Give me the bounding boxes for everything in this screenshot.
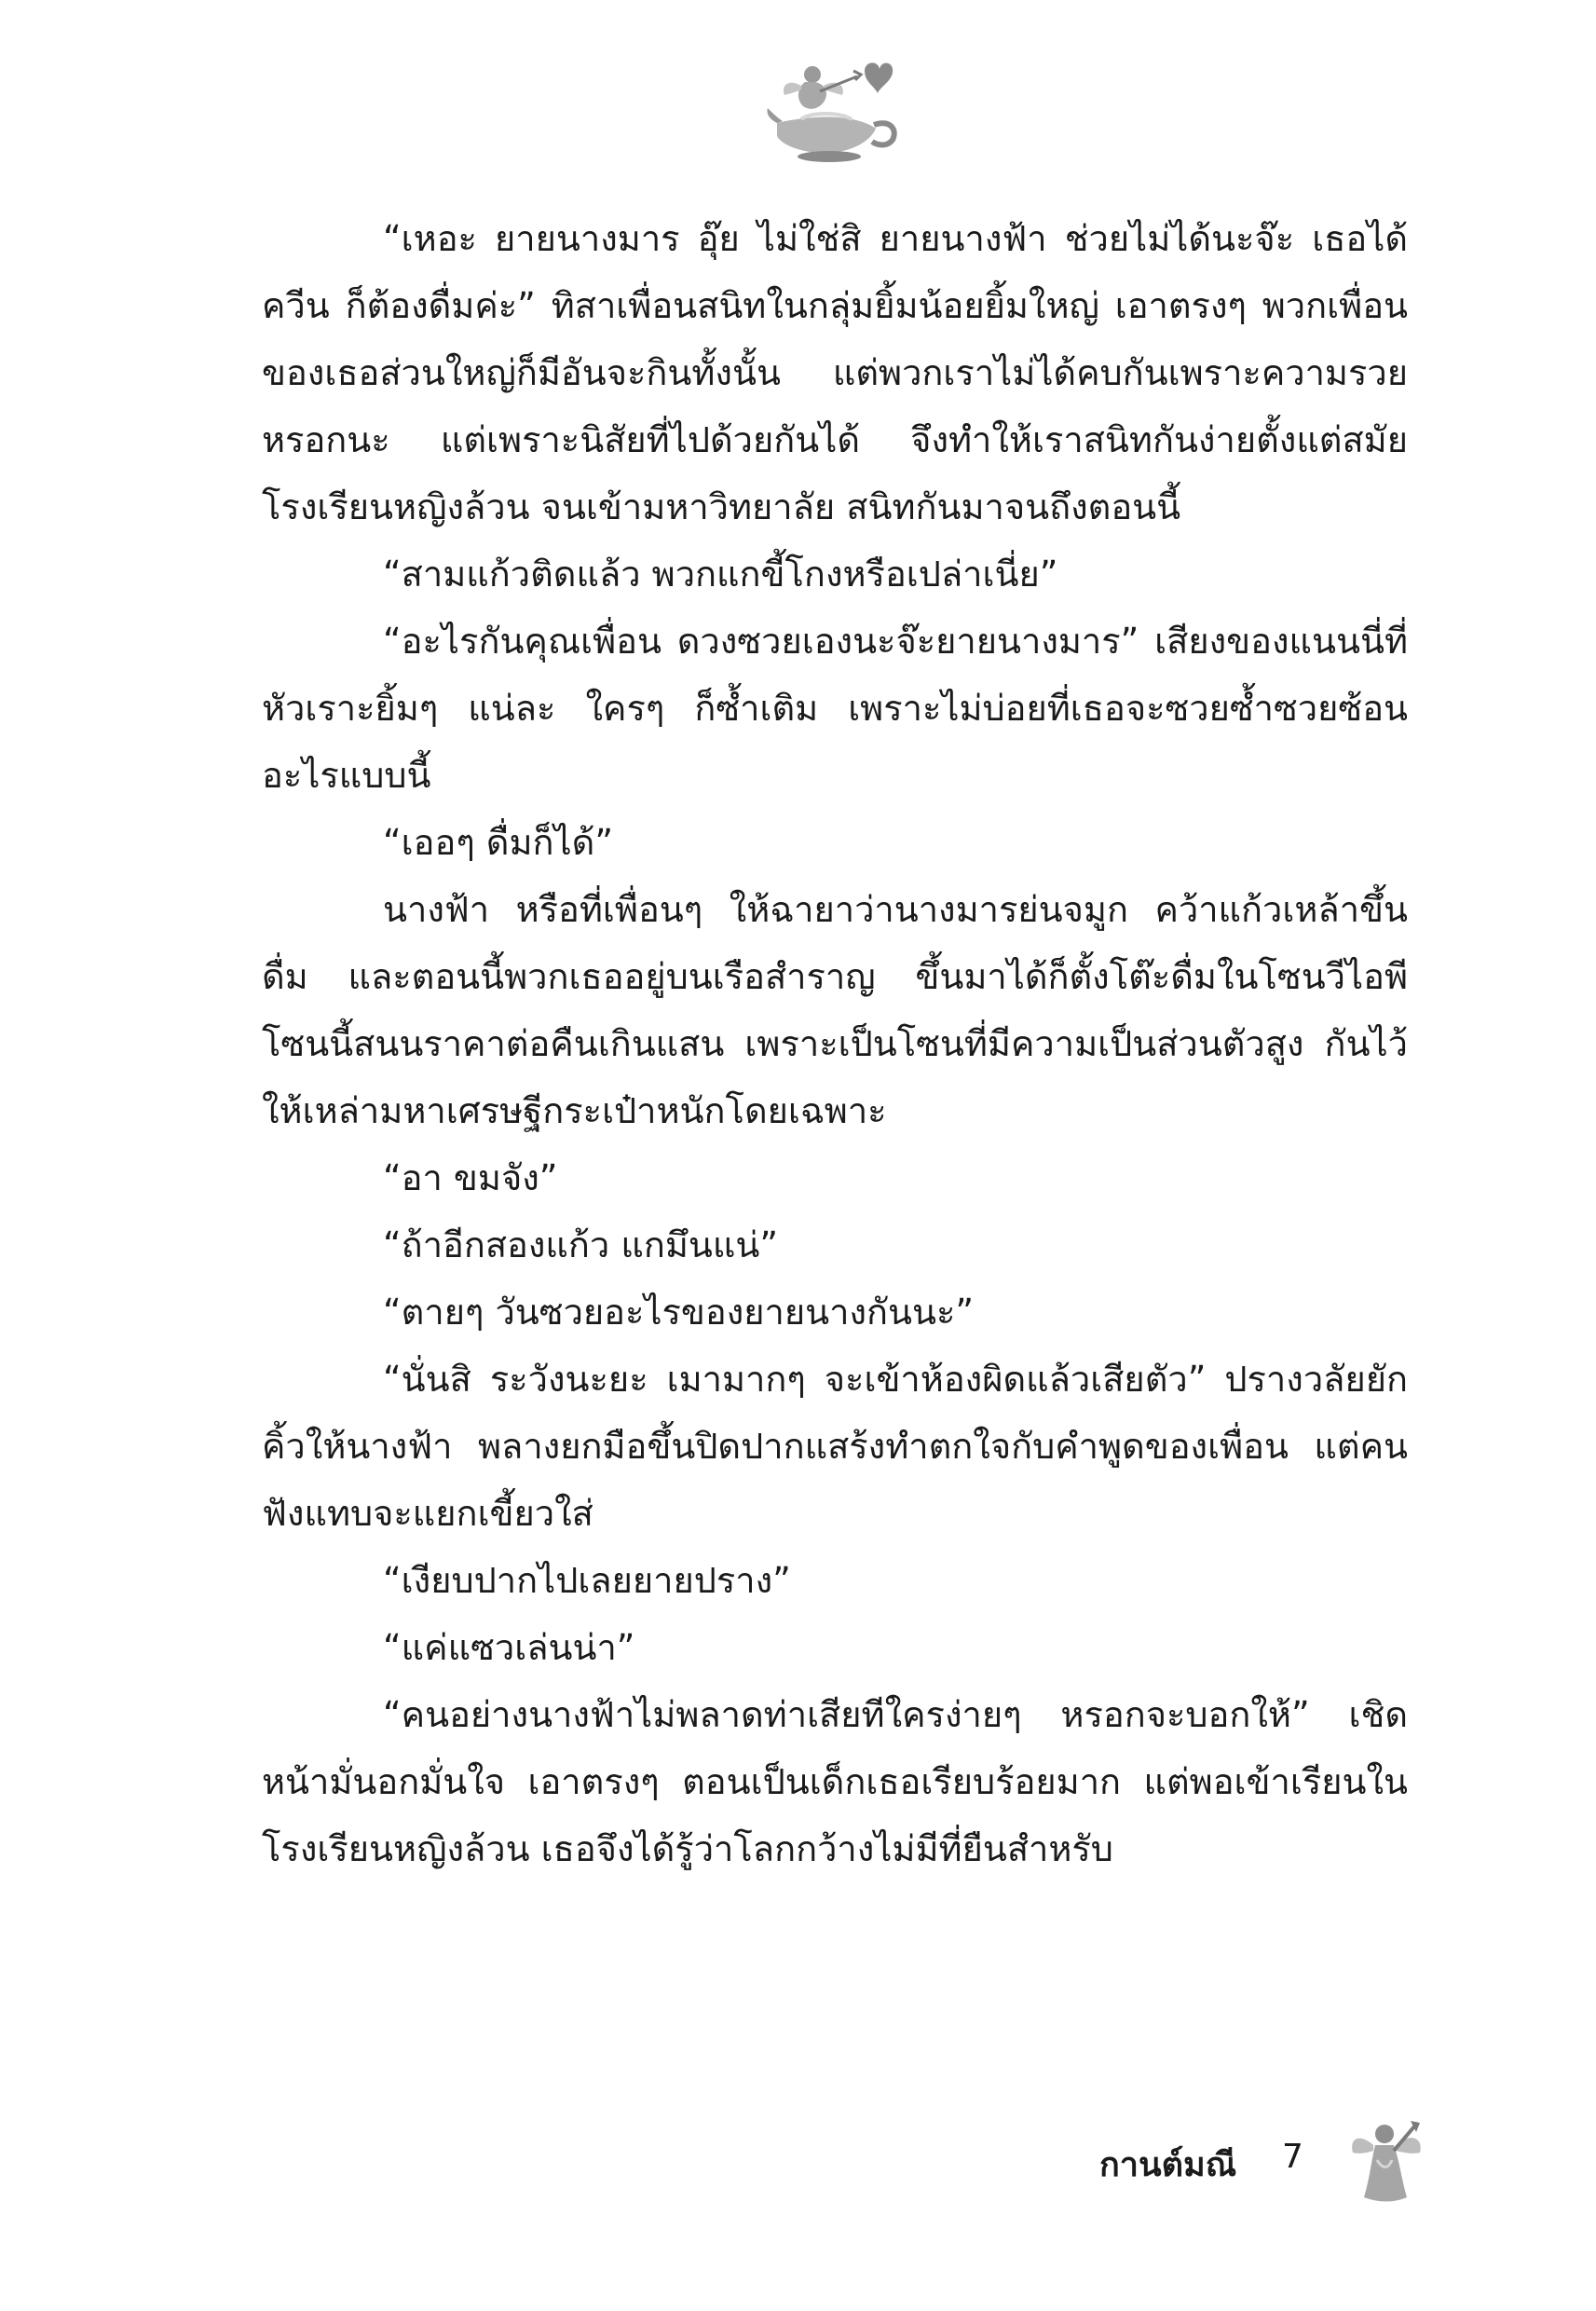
paragraph: นางฟ้า หรือที่เพื่อนๆ ให้ฉายาว่านางมารย่นจมูก คว้าแก้วเหล้าขึ้นดื่ม และตอนนี้พวกเธออยู่บนเรือสำราญ ขึ้นมาได้ก็ตั้งโต๊ะดื่มในโซนวีไอพี โซนนี้สนนราคาต่อคืนเกินแสน เพราะเป็นโซนที่มีความเป็นส่วนตัวสูง กันไว้ให้เหล่ามหาเศรษฐีกระเป๋าหนักโดยเฉพาะ	[262, 889, 1408, 1131]
paragraph: “ถ้าอีกสองแก้ว แกมึนแน่”	[383, 1224, 779, 1265]
page-number: 7	[1282, 2138, 1303, 2176]
paragraph: “อะไรกันคุณเพื่อน ดวงซวยเองนะจ๊ะยายนางมาร” เสียงของแนนนี่ที่หัวเราะยิ้มๆ แน่ละ ใครๆ ก็ซ้ำเติม เพราะไม่บ่อยที่เธอจะซวยซ้ำซวยซ้อนอะไรแบบนี้	[262, 621, 1408, 796]
paragraph: “อา ขมจัง”	[383, 1157, 558, 1198]
cupid-teapot-icon	[764, 54, 904, 166]
paragraph: “เหอะ ยายนางมาร อุ๊ย ไม่ใช่สิ ยายนางฟ้า ช่วยไม่ได้นะจ๊ะ เธอได้ควีน ก็ต้องดื่มค่ะ” ทิสาเพื่อนสนิทในกลุ่มยิ้มน้อยยิ้มใหญ่ เอาตรงๆ พวกเพื่อนของเธอส่วนใหญ่ก็มีอันจะกินทั้งนั้น แต่พวกเราไม่ได้คบกันเพราะความรวยหรอกนะ แต่เพราะนิสัยที่ไปด้วยกันได้ จึงทำให้เราสนิทกันง่ายตั้งแต่สมัยโรงเรียนหญิงล้วน จนเข้ามหาวิทยาลัย สนิทกันมาจนถึงตอนนี้	[262, 218, 1408, 527]
paragraph: “ตายๆ วันซวยอะไรของยายนางกันนะ”	[383, 1292, 975, 1333]
paragraph: “เงียบปากไปเลยยายปราง”	[383, 1560, 791, 1601]
paragraph: “เออๆ ดื่มก็ได้”	[383, 822, 614, 863]
paragraph: “คนอย่างนางฟ้าไม่พลาดท่าเสียทีใครง่ายๆ หรอกจะบอกให้” เชิดหน้ามั่นอกมั่นใจ เอาตรงๆ ตอนเป็นเด็กเธอเรียบร้อยมาก แต่พอเข้าเรียนในโรงเรียนหญิงล้วน เธอจึงได้รู้ว่าโลกกว้างไม่มีที่ยืนสำหรับ	[262, 1694, 1408, 1869]
page-footer	[1099, 2113, 1435, 2216]
paragraph: “แค่แซวเล่นน่า”	[383, 1627, 635, 1668]
paragraph: “นั่นสิ ระวังนะยะ เมามากๆ จะเข้าห้องผิดแล้วเสียตัว” ปรางวลัยยักคิ้วให้นางฟ้า พลางยกมือขึ้นปิดปากแสร้งทำตกใจกับคำพูดของเพื่อน แต่คนฟังแทบจะแยกเขี้ยวใส่	[262, 1359, 1408, 1534]
paragraph: “สามแก้วติดแล้ว พวกแกขี้โกงหรือเปล่าเนี่ย”	[383, 554, 1058, 595]
book-title: กานต์มณี	[1099, 2146, 1237, 2184]
angel-icon	[1345, 2113, 1429, 2207]
story-text	[262, 205, 1408, 1882]
